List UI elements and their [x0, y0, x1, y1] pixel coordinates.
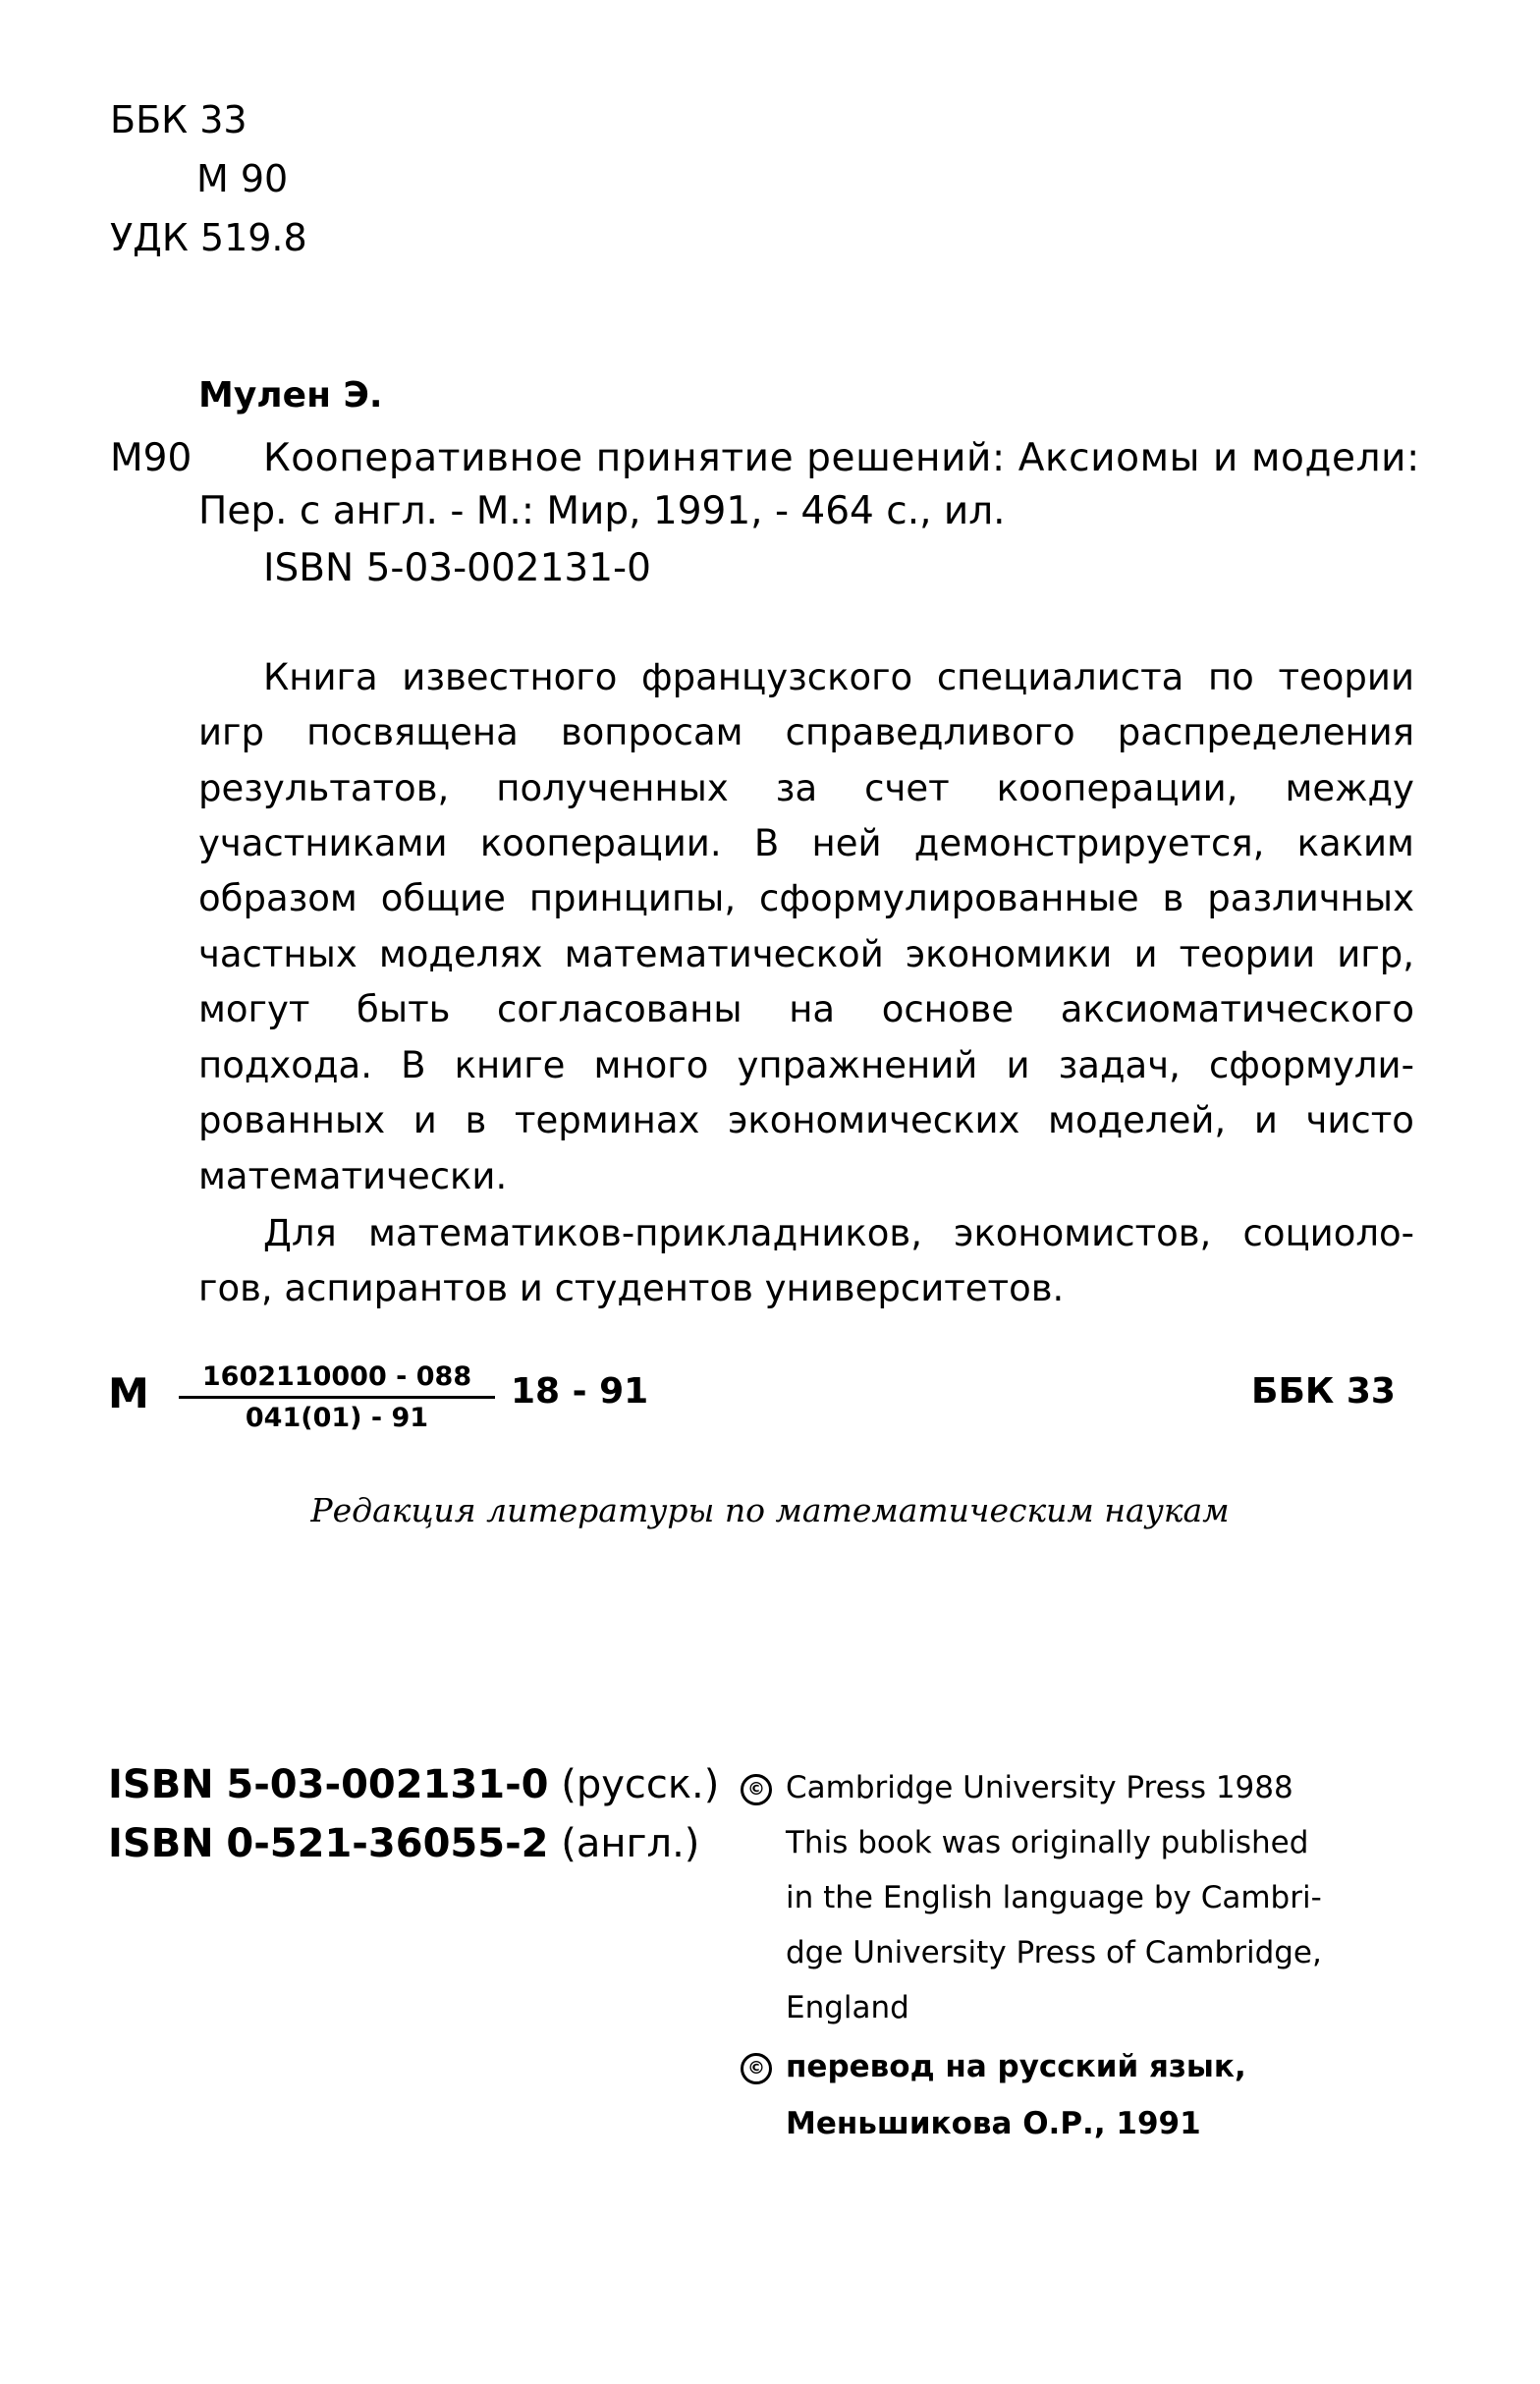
- word: в: [465, 1099, 487, 1141]
- audience-line: гов, аспирантов и студентов университетов.: [198, 1267, 1065, 1309]
- word: кооперации,: [996, 767, 1238, 809]
- biblio-isbn: ISBN 5-03-002131-0: [263, 546, 651, 590]
- word: игр: [198, 711, 264, 753]
- translation-line: Меньшикова О.Р., 1991: [786, 2106, 1201, 2141]
- word: сформули-: [1208, 1044, 1414, 1086]
- word: и: [1133, 933, 1158, 975]
- author-code: М 90: [196, 157, 289, 200]
- word: экономики: [905, 933, 1113, 975]
- isbn-english: [108, 1821, 699, 1866]
- word: быть: [357, 988, 451, 1030]
- word: кооперации.: [479, 822, 722, 864]
- word: специалиста: [936, 656, 1184, 698]
- word: на: [789, 988, 836, 1030]
- word: рованных: [198, 1099, 386, 1141]
- word: за: [775, 767, 818, 809]
- copyright-symbol: ©: [741, 2053, 772, 2084]
- annotation-line: математически.: [198, 1155, 508, 1197]
- annotation-line: [198, 822, 1414, 864]
- pricing-suffix: 18 - 91: [511, 1371, 649, 1412]
- word: теории: [1278, 656, 1414, 698]
- annotation-line: [198, 988, 1414, 1030]
- copyright-line: This book was originally published: [786, 1825, 1309, 1860]
- pricing-denominator: 041(01) - 91: [245, 1403, 429, 1433]
- word: и: [1006, 1044, 1030, 1086]
- author-name: Мулен Э.: [198, 375, 383, 416]
- annotation-line: [263, 656, 1414, 698]
- bbk-code: ББК 33: [110, 98, 248, 141]
- word: социоло-: [1242, 1212, 1414, 1254]
- isbn-language: (русск.): [561, 1762, 720, 1807]
- word: и: [1253, 1099, 1278, 1141]
- word: Для: [263, 1212, 337, 1254]
- word: теории: [1179, 933, 1316, 975]
- word: принципы,: [528, 877, 737, 919]
- word: экономических: [728, 1099, 1020, 1141]
- isbn-label: ISBN: [108, 1762, 214, 1807]
- word: задач,: [1058, 1044, 1181, 1086]
- word: известного: [402, 656, 618, 698]
- copyright-symbol: ©: [741, 1774, 772, 1805]
- word: демонстрируется,: [913, 822, 1265, 864]
- isbn-number: 0-521-36055-2: [226, 1821, 549, 1866]
- word: основе: [881, 988, 1015, 1030]
- annotation-line: [198, 711, 1414, 753]
- translation-line: перевод на русский язык,: [786, 2049, 1246, 2084]
- word: участниками: [198, 822, 448, 864]
- word: аксиоматического: [1060, 988, 1414, 1030]
- word: подхода.: [198, 1044, 372, 1086]
- word: посвящена: [306, 711, 519, 753]
- word: В: [401, 1044, 426, 1086]
- copyright-line: Cambridge University Press 1988: [786, 1770, 1293, 1805]
- annotation-line: [198, 767, 1414, 809]
- word: упражнений: [737, 1044, 978, 1086]
- word: В: [753, 822, 780, 864]
- word: каким: [1296, 822, 1414, 864]
- word: Книга: [263, 656, 378, 698]
- isbn-label: ISBN: [108, 1821, 214, 1866]
- word: много: [593, 1044, 709, 1086]
- word: моделях: [378, 933, 543, 975]
- isbn-number: 5-03-002131-0: [226, 1762, 549, 1807]
- copyright-line: England: [786, 1990, 909, 2025]
- biblio-publication: Пер. с англ. - М.: Мир, 1991, - 464 с., ил.: [198, 489, 1006, 533]
- word: игр,: [1337, 933, 1414, 975]
- word: справедливого: [785, 711, 1075, 753]
- pricing-bbk: ББК 33: [1251, 1371, 1396, 1412]
- annotation-line: [198, 1044, 1414, 1086]
- word: математиков-прикладников,: [367, 1212, 922, 1254]
- word: экономистов,: [954, 1212, 1212, 1254]
- audience-line: [263, 1212, 1414, 1254]
- word: моделей,: [1048, 1099, 1227, 1141]
- word: результатов,: [198, 767, 450, 809]
- isbn-language: (англ.): [561, 1821, 700, 1866]
- editorial-line: Редакция литературы по математическим наукам: [310, 1491, 1230, 1529]
- word: между: [1285, 767, 1414, 809]
- word: математической: [564, 933, 884, 975]
- word: счет: [864, 767, 950, 809]
- isbn-russian: [108, 1762, 719, 1807]
- word: согласованы: [497, 988, 742, 1030]
- annotation-line: [198, 933, 1414, 975]
- word: частных: [198, 933, 358, 975]
- word: различных: [1207, 877, 1414, 919]
- word: чисто: [1305, 1099, 1414, 1141]
- copyright-line: dge University Press of Cambridge,: [786, 1935, 1322, 1970]
- word: терминах: [514, 1099, 700, 1141]
- word: общие: [380, 877, 506, 919]
- word: могут: [198, 988, 310, 1030]
- word: сформулированные: [759, 877, 1139, 919]
- pricing-numerator: 1602110000 - 088: [179, 1361, 495, 1399]
- word: в: [1162, 877, 1184, 919]
- word: французского: [641, 656, 913, 698]
- word: книге: [454, 1044, 566, 1086]
- biblio-title: Кооперативное принятие решений: Аксиомы и модели:: [263, 436, 1420, 480]
- biblio-code: М90: [110, 436, 192, 480]
- pricing-fraction: [179, 1361, 495, 1433]
- pricing-letter: М: [108, 1369, 149, 1417]
- udk-code: УДК 519.8: [110, 216, 307, 259]
- word: полученных: [496, 767, 729, 809]
- word: распределения: [1117, 711, 1414, 753]
- word: и: [412, 1099, 437, 1141]
- annotation-line: [198, 877, 1414, 919]
- copyright-line: in the English language by Cambri-: [786, 1880, 1322, 1915]
- word: образом: [198, 877, 358, 919]
- annotation-line: [198, 1099, 1414, 1141]
- word: ней: [811, 822, 882, 864]
- word: вопросам: [560, 711, 743, 753]
- word: по: [1207, 656, 1254, 698]
